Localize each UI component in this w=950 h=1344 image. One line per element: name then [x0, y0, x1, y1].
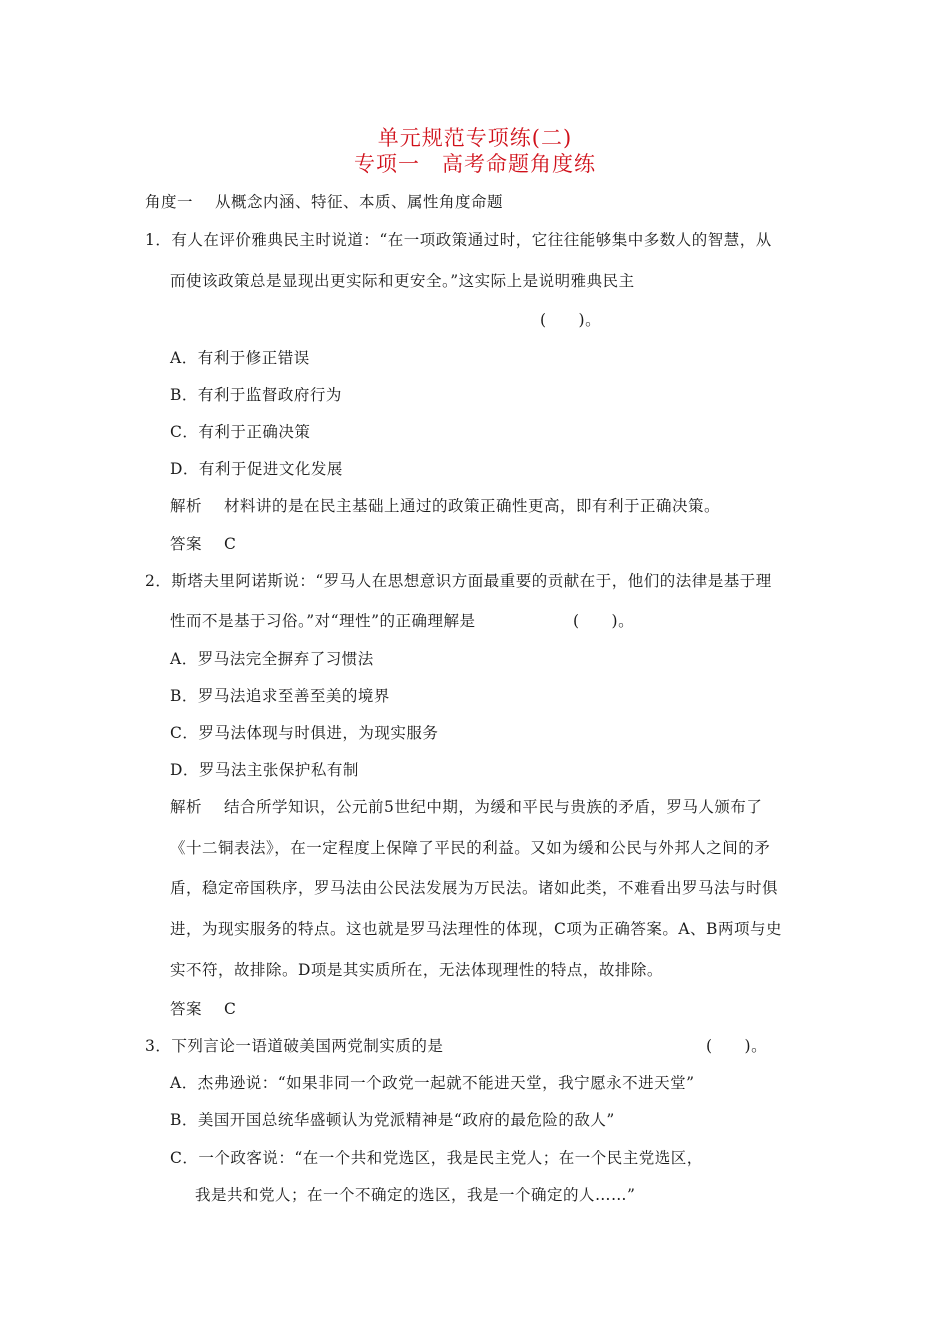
q1-option-c: C．有利于正确决策 [170, 423, 311, 441]
q3-answer-blank: ( )。 [706, 1037, 768, 1055]
q3-stem: 3．下列言论一语道破美国两党制实质的是 [145, 1037, 444, 1055]
section-text: 从概念内涵、特征、本质、属性角度命题 [215, 193, 504, 211]
q2-analysis-line-2: 《十二铜表法》，在一定程度上保障了平民的利益。又如为缓和公民与外邦人之间的矛 [170, 839, 771, 857]
q2-option-c: C．罗马法体现与时俱进，为现实服务 [170, 724, 439, 742]
section-label: 角度一 [145, 193, 194, 211]
q1-stem-line-1: 1．有人在评价雅典民主时说道：“在一项政策通过时，它往往能够集中多数人的智慧，从 [145, 231, 772, 249]
q1-answer-label: 答案 [170, 535, 203, 553]
q2-option-a: A．罗马法完全摒弃了习惯法 [170, 650, 374, 668]
q2-answer [170, 997, 236, 1019]
q1-stem-line-2: 而使该政策总是显现出更实际和更安全。”这实际上是说明雅典民主 [170, 272, 635, 290]
q1-option-b: B．有利于监督政府行为 [170, 386, 342, 404]
q1-analysis-text: 材料讲的是在民主基础上通过的政策正确性更高，即有利于正确决策。 [224, 497, 721, 515]
q1-answer-blank: ( )。 [540, 311, 602, 329]
document-title: 单元规范专项练(二) [377, 126, 573, 150]
q1-option-d: D．有利于促进文化发展 [170, 460, 343, 478]
q3-option-c-line-1: C．一个政客说：“在一个共和党选区，我是民主党人；在一个民主党选区， [170, 1149, 703, 1167]
q2-answer-value: C [224, 1000, 237, 1018]
q2-analysis-label: 解析 [170, 798, 203, 816]
q3-option-c-line-2: 我是共和党人；在一个不确定的选区，我是一个确定的人……” [195, 1186, 636, 1204]
q2-stem-line-1: 2．斯塔夫里阿诺斯说：“罗马人在思想意识方面最重要的贡献在于，他们的法律是基于理 [145, 572, 772, 590]
q2-analysis-text-1: 结合所学知识，公元前5世纪中期，为缓和平民与贵族的矛盾，罗马人颁布了 [224, 798, 763, 816]
q1-answer-value: C [224, 535, 237, 553]
q2-analysis-line-1 [170, 795, 762, 817]
document-subtitle: 专项一 高考命题角度练 [354, 152, 596, 176]
q2-analysis-line-4: 进，为现实服务的特点。这也就是罗马法理性的体现，C项为正确答案。A、B两项与史 [170, 920, 782, 938]
q2-answer-label: 答案 [170, 1000, 203, 1018]
q1-analysis-label: 解析 [170, 497, 203, 515]
q3-option-b: B．美国开国总统华盛顿认为党派精神是“政府的最危险的敌人” [170, 1111, 615, 1129]
q2-stem-line-2: 性而不是基于习俗。”对“理性”的正确理解是 [170, 612, 476, 630]
q2-analysis-line-3: 盾，稳定帝国秩序，罗马法由公民法发展为万民法。诸如此类，不难看出罗马法与时俱 [170, 879, 779, 897]
q3-option-a: A．杰弗逊说：“如果非同一个政党一起就不能进天堂，我宁愿永不进天堂” [170, 1074, 695, 1092]
q2-analysis-line-5: 实不符，故排除。D项是其实质所在，无法体现理性的特点，故排除。 [170, 961, 663, 979]
q1-analysis [170, 494, 720, 516]
q2-option-d: D．罗马法主张保护私有制 [170, 761, 359, 779]
section-heading [145, 190, 503, 212]
q2-answer-blank: ( )。 [573, 612, 635, 630]
q1-option-a: A．有利于修正错误 [170, 349, 310, 367]
q1-answer [170, 532, 236, 554]
q2-option-b: B．罗马法追求至善至美的境界 [170, 687, 390, 705]
